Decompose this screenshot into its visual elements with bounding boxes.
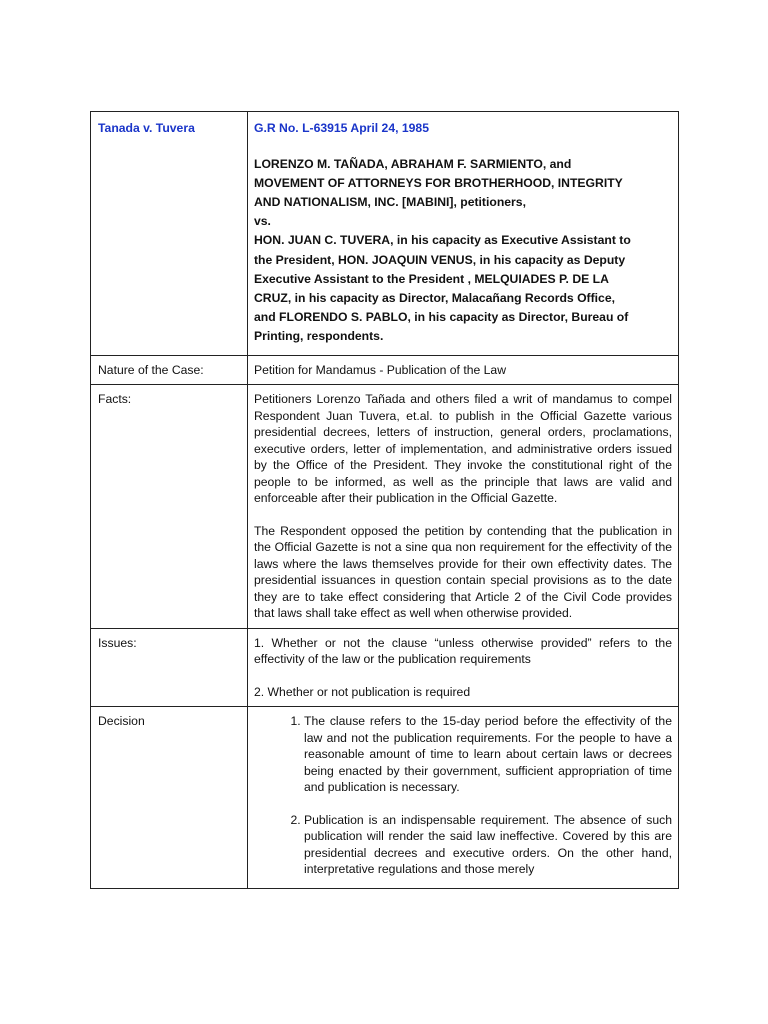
facts-paragraph: The Respondent opposed the petition by contending that the publication in the Official Gazette is not a sine qua non requirement for the effectivity of the laws where the laws themselves provide for their own effectivity dates. The presidential issuances in question contain special provisions as to the date they are to take effect considering that Article 2 of the Civil Code provides that laws shall take effect as well when otherwise provided. <box>254 523 672 621</box>
issue-item: 2. Whether or not publication is required <box>254 684 471 699</box>
case-name-cell <box>91 112 248 356</box>
case-citation: G.R No. L-63915 April 24, 1985 <box>254 121 429 135</box>
case-citation-cell <box>248 112 679 356</box>
respondents-line: Executive Assistant to the President , MELQUIADES P. DE LA <box>254 271 609 286</box>
header-row <box>91 112 679 356</box>
nature-value: Petition for Mandamus - Publication of the Law <box>248 355 679 385</box>
petitioners-line: AND NATIONALISM, INC. [MABINI], petitioners, <box>254 194 526 209</box>
issues-row <box>91 628 679 707</box>
respondents-line: and FLORENDO S. PABLO, in his capacity as Director, Bureau of <box>254 310 629 325</box>
case-digest-page <box>90 111 679 889</box>
case-digest-table <box>90 111 679 889</box>
petitioners-line: LORENZO M. TAÑADA, ABRAHAM F. SARMIENTO, and <box>254 156 572 171</box>
decision-row <box>91 707 679 889</box>
decision-item: 1. The clause refers to the 15-day period before the effectivity of the law and not the publication requirements. For the people to have a reasonable amount of time to learn about certain laws or decrees being enacted by their government, sufficient appropriation of time and publication is necessary. <box>304 713 672 796</box>
respondents-line: CRUZ, in his capacity as Director, Malacañang Records Office, <box>254 290 616 305</box>
facts-row <box>91 385 679 629</box>
respondents-line: HON. JUAN C. TUVERA, in his capacity as Executive Assistant to <box>254 233 631 248</box>
petitioners-line: MOVEMENT OF ATTORNEYS FOR BROTHERHOOD, INTEGRITY <box>254 175 623 190</box>
decision-content <box>248 707 679 889</box>
case-name: Tanada v. Tuvera <box>98 121 195 135</box>
decision-item: 2. Publication is an indispensable requirement. The absence of such publication will render the said law ineffective. Covered by this are presidential decrees and executive orders. On the other hand, interpretative regulations and those merely <box>304 812 672 878</box>
facts-content <box>248 385 679 629</box>
issues-label: Issues: <box>91 628 248 707</box>
facts-paragraph: Petitioners Lorenzo Tañada and others filed a writ of mandamus to compel Respondent Juan Tuvera, et.al. to publish in the Official Gazette various presidential decrees, letters of instruction, general orders, proclamations, executive orders, letter of implementation, and administrative orders issued by the Office of the President. They invoke the constitutional right of the people to be informed, as well as the principle that laws are valid and enforceable after their publication in the Official Gazette. <box>254 392 672 506</box>
decision-list <box>254 713 672 878</box>
parties-block <box>254 155 672 347</box>
facts-label: Facts: <box>91 385 248 629</box>
issues-content <box>248 628 679 707</box>
versus-text: vs. <box>254 214 271 229</box>
decision-clip <box>254 713 672 888</box>
respondents-line: Printing, respondents. <box>254 329 384 344</box>
nature-row <box>91 355 679 385</box>
decision-label: Decision <box>91 707 248 889</box>
issue-item: 1. Whether or not the clause “unless otherwise provided” refers to the effectivity of the law or the publication requirements <box>254 635 672 667</box>
nature-label: Nature of the Case: <box>91 355 248 385</box>
respondents-line: the President, HON. JOAQUIN VENUS, in his capacity as Deputy <box>254 252 626 267</box>
